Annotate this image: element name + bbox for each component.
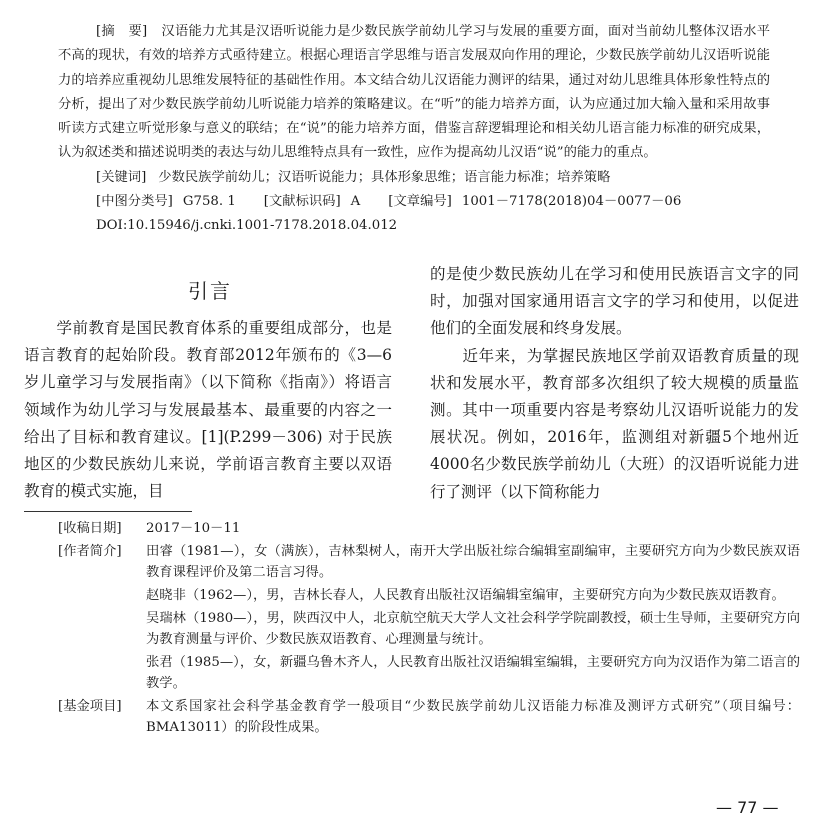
fund-row (58, 696, 800, 738)
body-right-paragraph-2-text: 近年来，为掌握民族地区学前双语教育质量的现状和发展水平，教育部多次组织了较大规模的质量监测。其中一项重要内容是考察幼儿汉语听说能力的发展状况。例如，2016年，监测组对新疆5个地州近4000名少数民族学前幼儿（大班）的汉语听说能力进行了测评（以下简称能力 (430, 346, 799, 501)
received-date-row (58, 518, 800, 539)
footnote-divider (24, 511, 192, 512)
classification-line (58, 190, 770, 214)
doc-code-label: [文献标识码] (263, 193, 341, 209)
author-info-label: [作者简介] (58, 544, 122, 559)
abstract-paragraph (58, 20, 770, 166)
doi-text: DOI:10.15946/j.cnki.1001-7178.2018.04.012 (96, 217, 398, 233)
body-column-left (24, 315, 392, 505)
author-entry: 田睿（1981—），女（满族），吉林梨树人，南开大学出版社综合编辑室副编审，主要研究方向为少数民族双语教育课程评价及第二语言习得。 (146, 544, 800, 580)
page-number: — 77 — (716, 798, 779, 817)
doi-line (58, 214, 770, 238)
fund-value: 本文系国家社会科学基金教育学一般项目“少数民族学前幼儿汉语能力标准及测评方式研究”（项目编号：BMA13011）的阶段性成果。 (146, 699, 800, 735)
body-right-paragraph-1: 的是使少数民族幼儿在学习和使用民族语言文字的同时，加强对国家通用语言文字的学习和使用，以促进他们的全面发展和终身发展。 (430, 265, 799, 338)
received-date-value: 2017－10－11 (146, 521, 241, 536)
body-left-text: 学前教育是国民教育体系的重要组成部分，也是语言教育的起始阶段。教育部2012年颁布的《3—6岁儿童学习与发展指南》（以下简称《指南》）将语言领域作为幼儿学习与发展最基本、最重要的内容之一给出了目标和教育建议。[1](P.299－306) 对于民族地区的少数民族幼儿来说，学前语言教育主要以双语教育的模式实施，目 (24, 319, 392, 501)
keywords-line (58, 166, 770, 190)
article-number-value: 1001－7178(2018)04－0077－06 (461, 193, 682, 209)
clc-value: G758. 1 (182, 193, 236, 209)
abstract-block (58, 20, 770, 238)
abstract-label: [摘 要] (96, 24, 148, 39)
author-entry: 吴瑞林（1980—），男，陕西汉中人，北京航空航天大学人文社会科学学院副教授，硕士生导师，主要研究方向为教育测量与评价、少数民族双语教育、心理测量与统计。 (146, 611, 800, 647)
received-date-label: [收稿日期] (58, 521, 122, 536)
article-number-label: [文章编号] (388, 193, 452, 209)
body-column-right (430, 261, 799, 506)
fund-label: [基金项目] (58, 699, 122, 714)
doc-code-value: A (350, 193, 361, 209)
keywords-label: [关键词] (96, 169, 147, 185)
abstract-text: 汉语能力尤其是汉语听说能力是少数民族学前幼儿学习与发展的重要方面，面对当前幼儿整体汉语水平不高的现状，有效的培养方式亟待建立。根据心理语言学思维与语言发展双向作用的理论，少数民族学前幼儿汉语听说能力的培养应重视幼儿思维发展特征的基础性作用。本文结合幼儿汉语能力测评的结果，通过对幼儿思维具体形象性特点的分析，提出了对少数民族学前幼儿听说能力培养的策略建议。在“听”的能力培养方面，认为应通过加大输入量和采用故事听读方式建立听觉形象与意义的联结；在“说”的能力培养方面，借鉴言辞逻辑理论和相关幼儿语言能力标准的研究成果，认为叙述类和描述说明类的表达与幼儿思维特点具有一致性，应作为提高幼儿汉语“说”的能力的重点。 (58, 24, 770, 161)
article-notes (58, 518, 800, 740)
author-entry: 张君（1985—），女，新疆乌鲁木齐人，人民教育出版社汉语编辑室编辑，主要研究方向为汉语作为第二语言的教学。 (146, 655, 800, 691)
section-heading: 引言 (188, 279, 232, 303)
author-entry: 赵晓非（1962—），男，吉林长春人，人民教育出版社汉语编辑室编审，主要研究方向为少数民族双语教育。 (146, 588, 785, 603)
body-right-paragraph-2 (430, 343, 799, 506)
clc-label: [中图分类号] (96, 193, 173, 209)
author-info-row (58, 541, 800, 583)
keywords-text: 少数民族学前幼儿；汉语听说能力；具体形象思维；语言能力标准；培养策略 (158, 169, 611, 185)
